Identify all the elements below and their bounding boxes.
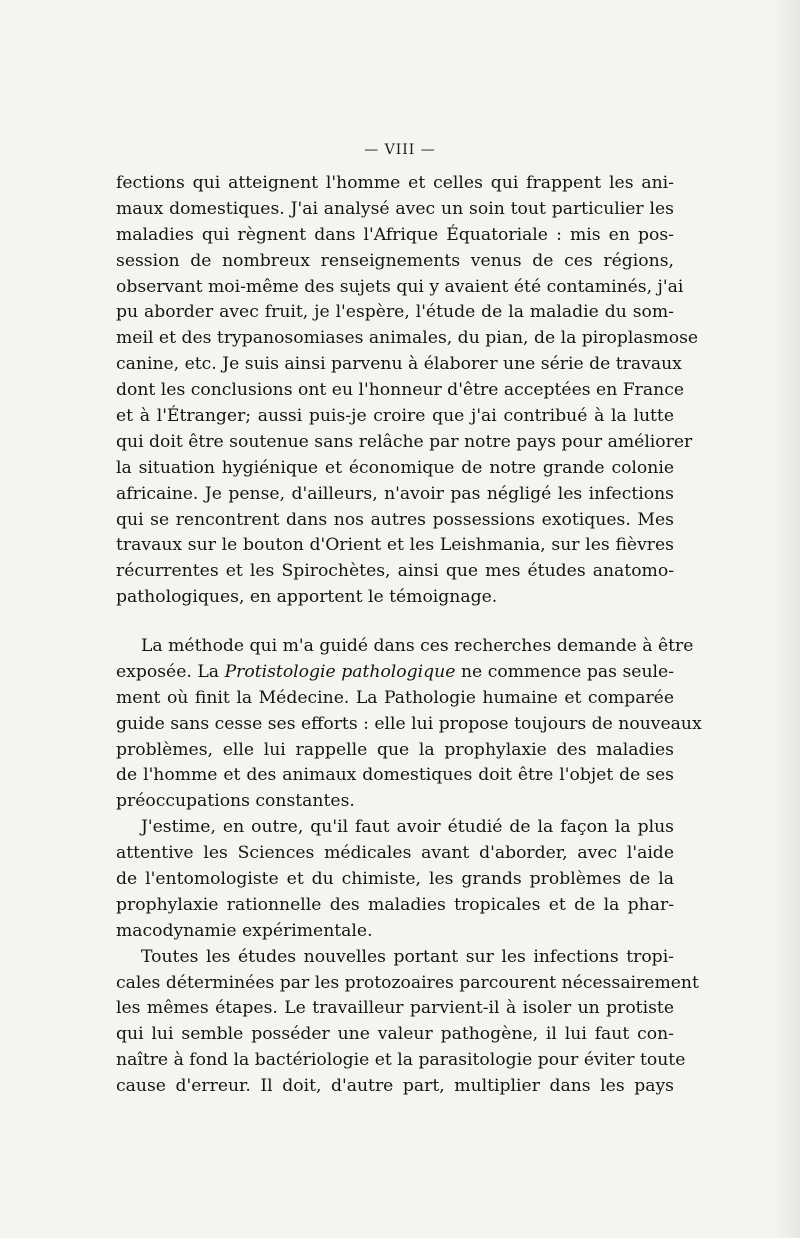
text-run: exposée. La [116,661,225,682]
text-line: pathologiques, en apportent le témoignage. [116,587,498,608]
text-line: cales déterminées par les protozoaires parcourent nécessairement [116,972,699,993]
text-line: qui lui semble posséder une valeur pathogène, il lui faut con- [116,1024,674,1045]
text-line: de l'entomologiste et du chimiste, les grands problèmes de la [116,869,674,890]
text-line: de l'homme et des animaux domestiques doit être l'objet de ses [116,765,674,786]
text-line: dont les conclusions ont eu l'honneur d'être acceptées en France [116,380,685,401]
text-line: et à l'Étranger; aussi puis-je croire que j'ai contribué à la lutte [116,406,674,427]
text-line: J'estime, en outre, qu'il faut avoir étudié de la façon la plus [141,817,674,838]
text-line: macodynamie expérimentale. [116,920,373,941]
text-line: Toutes les études nouvelles portant sur les infections tropi- [141,946,674,967]
text-line: guide sans cesse ses efforts : elle lui propose toujours de nouveaux [116,713,702,734]
text-line: qui se rencontrent dans nos autres possessions exotiques. Mes [116,509,674,530]
text-line: observant moi-même des sujets qui y avaient été contaminés, j'ai [116,276,684,297]
text-line: qui doit être soutenue sans relâche par notre pays pour améliorer [116,431,693,452]
text-block-2 [116,634,702,1100]
text-line: maux domestiques. J'ai analysé avec un soin tout particulier les [116,198,674,219]
text-line: travaux sur le bouton d'Orient et les Leishmania, sur les fièvres [116,535,674,556]
text-line: cause d'erreur. Il doit, d'autre part, multiplier dans les pays [116,1076,674,1097]
paragraph-2 [116,634,702,815]
text-line: la situation hygiénique et économique de notre grande colonie [116,457,674,478]
text-line: canine, etc. Je suis ainsi parvenu à élaborer une série de travaux [116,354,682,375]
paragraph-3 [116,815,674,944]
text-line: session de nombreux renseignements venus de ces régions, [116,250,674,271]
text-line: préoccupations constantes. [116,791,355,812]
text-block-1 [116,171,699,611]
italic-title: Protistologie pathologique [224,661,456,682]
text-line: récurrentes et les Spirochètes, ainsi que mes études anatomo- [116,561,674,582]
text-line: prophylaxie rationnelle des maladies tropicales et de la phar- [116,894,674,915]
text-line: naître à fond la bactériologie et la parasitologie pour éviter toute [116,1050,686,1071]
text-line: maladies qui règnent dans l'Afrique Équatoriale : mis en pos- [116,224,674,245]
text-line: africaine. Je pense, d'ailleurs, n'avoir pas négligé les infections [116,483,674,504]
paragraph-1 [116,171,699,611]
text-line-with-italic [116,660,674,686]
text-line: problèmes, elle lui rappelle que la prophylaxie des maladies [116,739,674,760]
text-line: meil et des trypanosomiases animales, du pian, de la piroplasmose [116,328,699,349]
paragraph-4 [116,945,699,1100]
text-line: La méthode qui m'a guidé dans ces recherches demande à être [141,636,694,656]
text-line: attentive les Sciences médicales avant d'aborder, avec l'aide [116,843,674,864]
text-line: fections qui atteignent l'homme et celles qui frappent les ani- [116,173,674,193]
text-line: les mêmes étapes. Le travailleur parvient-il à isoler un protiste [116,998,674,1019]
text-run: ne commence pas seule- [455,661,675,682]
text-line: pu aborder avec fruit, je l'espère, l'étude de la maladie du som- [116,302,674,323]
text-line: ment où finit la Médecine. La Pathologie humaine et comparée [116,687,674,708]
page-number: — VIII — [364,142,436,158]
